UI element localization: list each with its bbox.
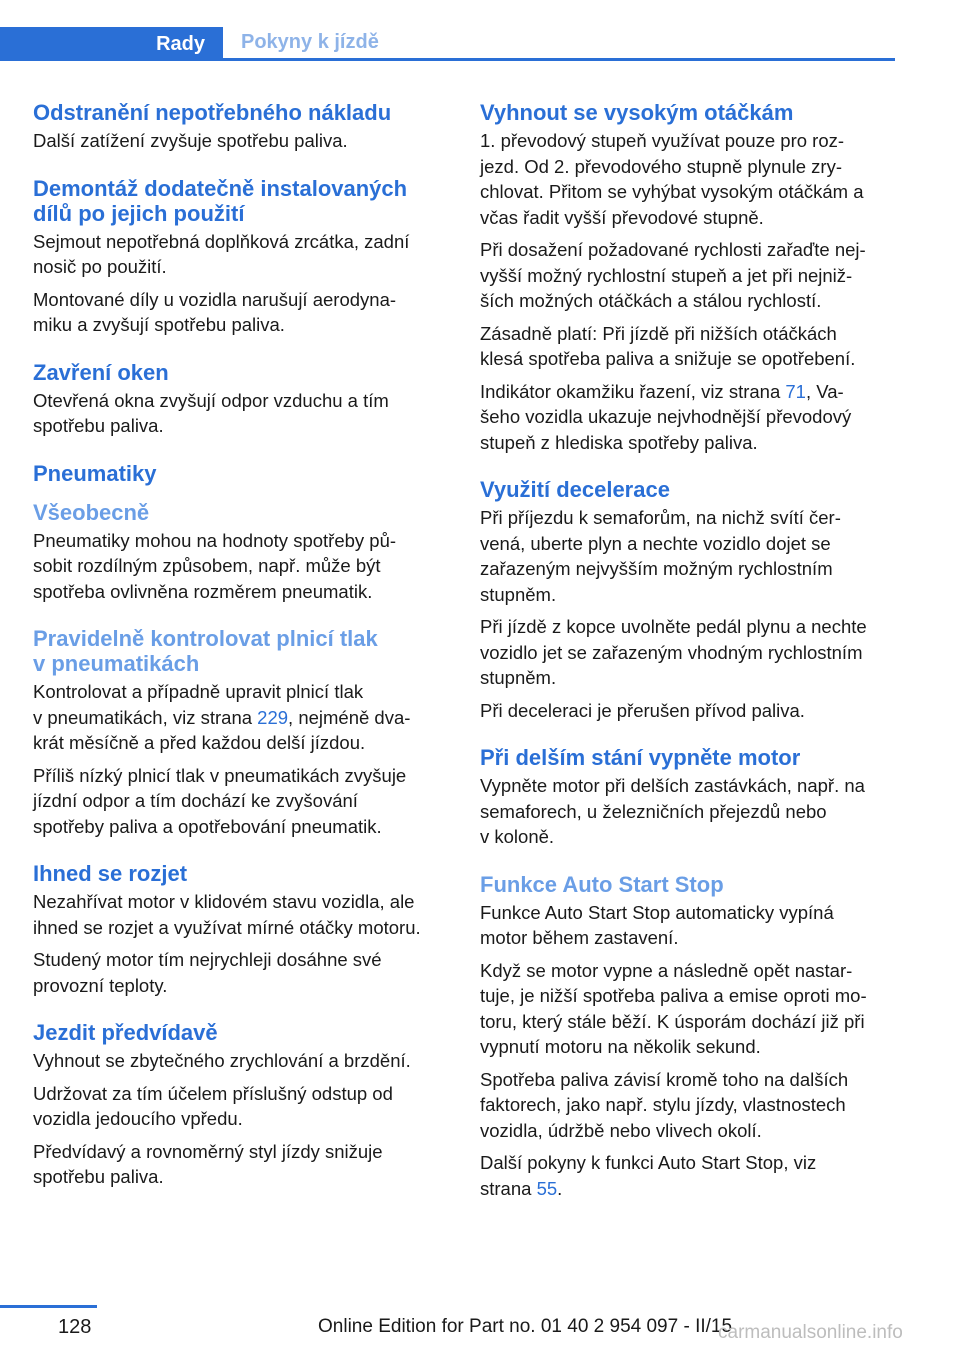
paragraph: 1. převodový stupeň využívat pouze pro roz‐ jezd. Od 2. převodového stupně plynule zry‐ chlovat. Přitom se vyhýbat vysokým otáčkám a včas řadit vyšší převodové stupně. [480, 130, 864, 228]
tab-rady[interactable]: Rady [0, 27, 223, 61]
paragraph: Nezahřívat motor v klidovém stavu vozidla, ale ihned se rozjet a využívat mírné otáčky motoru. [33, 891, 421, 938]
page-number: 128 [58, 1316, 92, 1338]
paragraph: Sejmout nepotřebná doplňková zrcátka, zadní nosič po použití. [33, 230, 410, 277]
text: Indikátor okamžiku řazení, viz strana [480, 380, 786, 402]
paragraph [33, 679, 453, 756]
paragraph [480, 1150, 898, 1201]
page-link-229[interactable]: 229 [257, 706, 289, 728]
paragraph: Funkce Auto Start Stop automaticky vypíná motor během zastavení. [480, 901, 834, 948]
subsection-title: Všeobecně [33, 499, 150, 525]
text: Další pokyny k funkci Auto Start Stop, viz strana [480, 1152, 817, 1199]
paragraph: Při deceleraci je přerušen přívod paliva. [480, 699, 805, 721]
paragraph: Udržovat za tím účelem příslušný odstup od vozidla jedoucího vpředu. [33, 1082, 393, 1129]
section-title: Odstranění nepotřebného nákladu [33, 100, 392, 125]
section-title: Zavření oken [33, 359, 169, 385]
right-column [480, 100, 898, 1208]
left-column [33, 100, 453, 1197]
watermark: carmanualsonline.info [718, 1322, 903, 1343]
section-title: Demontáž dodatečně instalovaných dílů po jejich použití [33, 175, 408, 226]
paragraph: Když se motor vypne a následně opět nastar‐ tuje, je nižší spotřeba paliva a emise oproti mo‐ toru, který stále běží. K úsporám dochází již při vypnutí motoru na několik sekund. [480, 959, 867, 1057]
paragraph: Studený motor tím nejrychleji dosáhne své provozní teploty. [33, 949, 382, 996]
page-header [0, 27, 895, 61]
text: , Va‐ šeho vozidla ukazuje nejvhodnější převodový stupeň z hlediska spotřeby paliva. [480, 380, 852, 453]
section-title: Vyhnout se vysokým otáčkám [480, 100, 794, 125]
page-link-71[interactable]: 71 [785, 380, 806, 402]
text: . [557, 1177, 563, 1199]
paragraph: Další zatížení zvyšuje spotřebu paliva. [33, 130, 348, 151]
tab-pokyny-k-jizde[interactable]: Pokyny k jízdě [241, 31, 379, 53]
paragraph: Spotřeba paliva závisí kromě toho na dalších faktorech, jako např. stylu jízdy, vlastnostech vozidla, údržbě nebo vlivech okolí. [480, 1068, 849, 1141]
paragraph: Při dosažení požadované rychlosti zařaďte nej‐ vyšší možný rychlostní stupeň a jet při nejniž‐ ších možných otáčkách a stálou rychlostí. [480, 239, 866, 311]
paragraph: Vyhnout se zbytečného zrychlování a brzdění. [33, 1050, 411, 1071]
chapter-title: Pneumatiky [33, 460, 157, 486]
section-title: Při delším stání vypněte motor [480, 745, 801, 770]
subsection-title: Funkce Auto Start Stop [480, 871, 724, 897]
paragraph: Při jízdě z kopce uvolněte pedál plynu a nechte vozidlo jet se zařazeným vhodným rychlostním stupněm. [480, 616, 867, 688]
paragraph: Pneumatiky mohou na hodnoty spotřeby pů‐ sobit rozdílným způsobem, např. může být spotřeba ovlivněna rozměrem pneumatik. [33, 529, 397, 602]
header-rule [0, 58, 895, 61]
section-title: Jezdit předvídavě [33, 1020, 218, 1045]
text: , nejméně dva‐ krát měsíčně a před každou delší jízdou. [33, 706, 411, 753]
paragraph: Předvídavý a rovnoměrný styl jízdy snižuje spotřebu paliva. [33, 1140, 383, 1187]
paragraph [480, 379, 898, 456]
subsection-title: Pravidelně kontrolovat plnicí tlak v pneumatikách [33, 626, 378, 676]
paragraph: Zásadně platí: Při jízdě při nižších otáčkách klesá spotřeba paliva a snižuje se opotřebení. [480, 322, 856, 369]
page-link-55[interactable]: 55 [536, 1177, 558, 1199]
footer-rule [0, 1305, 97, 1308]
section-title: Ihned se rozjet [33, 861, 188, 886]
paragraph: Montované díly u vozidla narušují aerodyna‐ miku a zvyšují spotřebu paliva. [33, 288, 397, 335]
text: Kontrolovat a případně upravit plnicí tlak v pneumatikách, viz strana [33, 681, 364, 728]
paragraph: Vypněte motor při delších zastávkách, např. na semaforech, u železničních přejezdů nebo v koloně. [480, 775, 865, 847]
edition-note: Online Edition for Part no. 01 40 2 954 097 - II/15 [318, 1316, 733, 1337]
paragraph: Otevřená okna zvyšují odpor vzduchu a tím spotřebu paliva. [33, 389, 389, 436]
section-title: Využití decelerace [480, 477, 670, 502]
paragraph: Příliš nízký plnicí tlak v pneumatikách zvyšuje jízdní odpor a tím dochází ke zvyšování spotřeby paliva a opotřebování pneumatik. [33, 764, 407, 837]
paragraph: Při příjezdu k semaforům, na nichž svítí čer‐ vená, uberte plyn a nechte vozidlo dojet se zařazeným nejvyšším možným rychlostním stupněm. [480, 507, 841, 605]
